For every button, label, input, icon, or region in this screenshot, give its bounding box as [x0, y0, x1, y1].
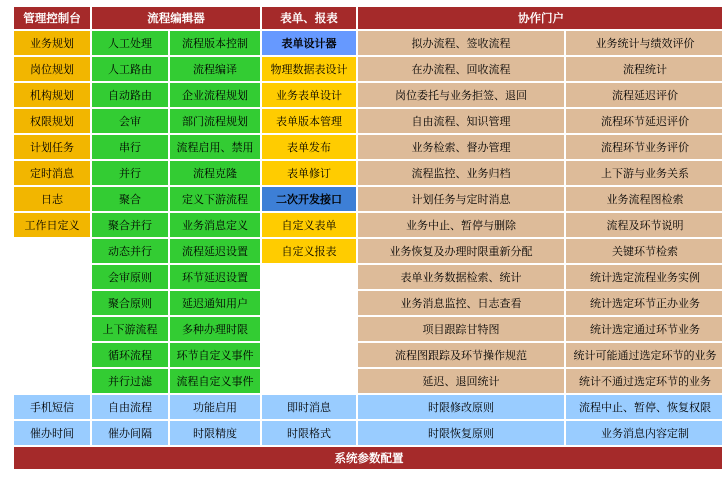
editor-item[interactable]: 循环流程: [92, 343, 168, 367]
settings-item[interactable]: 时限格式: [262, 421, 356, 445]
editor-item[interactable]: 部门流程规划: [170, 109, 260, 133]
portal-item[interactable]: 计划任务与定时消息: [358, 187, 564, 211]
portal-item[interactable]: 业务流程图检索: [566, 187, 722, 211]
editor-item[interactable]: 并行过滤: [92, 369, 168, 393]
settings-item[interactable]: 时限修改原则: [358, 395, 564, 419]
settings-item[interactable]: 功能启用: [170, 395, 260, 419]
portal-item[interactable]: 流程环节延迟评价: [566, 109, 722, 133]
empty-area: [262, 265, 356, 393]
editor-item[interactable]: 人工路由: [92, 57, 168, 81]
management-item[interactable]: 定时消息: [14, 161, 90, 185]
editor-item[interactable]: 上下游流程: [92, 317, 168, 341]
editor-item[interactable]: 延迟通知用户: [170, 291, 260, 315]
portal-item[interactable]: 流程图跟踪及环节操作规范: [358, 343, 564, 367]
portal-item[interactable]: 在办流程、回收流程: [358, 57, 564, 81]
portal-item[interactable]: 拟办流程、签收流程: [358, 31, 564, 55]
editor-item[interactable]: 业务消息定义: [170, 213, 260, 237]
portal-item[interactable]: 自由流程、知识管理: [358, 109, 564, 133]
management-item[interactable]: 工作日定义: [14, 213, 90, 237]
header-management: 管理控制台: [14, 7, 90, 29]
header-forms-reports: 表单、报表: [262, 7, 356, 29]
editor-item[interactable]: 流程编译: [170, 57, 260, 81]
settings-item[interactable]: 时限精度: [170, 421, 260, 445]
editor-item[interactable]: 并行: [92, 161, 168, 185]
settings-item[interactable]: 时限恢复原则: [358, 421, 564, 445]
management-item[interactable]: 业务规划: [14, 31, 90, 55]
portal-item[interactable]: 表单业务数据检索、统计: [358, 265, 564, 289]
portal-item[interactable]: 统计选定通过环节业务: [566, 317, 722, 341]
forms-item[interactable]: 业务表单设计: [262, 83, 356, 107]
header-collab-portal: 协作门户: [358, 7, 722, 29]
portal-item[interactable]: 流程监控、业务归档: [358, 161, 564, 185]
settings-item[interactable]: 催办间隔: [92, 421, 168, 445]
forms-item[interactable]: 自定义表单: [262, 213, 356, 237]
portal-item[interactable]: 关键环节检索: [566, 239, 722, 263]
forms-item[interactable]: 物理数据表设计: [262, 57, 356, 81]
editor-item[interactable]: 定义下游流程: [170, 187, 260, 211]
portal-item[interactable]: 统计选定环节正办业务: [566, 291, 722, 315]
settings-item[interactable]: 流程中止、暂停、恢复权限: [566, 395, 722, 419]
portal-item[interactable]: 统计可能通过选定环节的业务: [566, 343, 722, 367]
editor-item[interactable]: 多种办理时限: [170, 317, 260, 341]
dev-interface-button[interactable]: 二次开发接口: [262, 187, 356, 211]
portal-item[interactable]: 流程及环节说明: [566, 213, 722, 237]
editor-item[interactable]: 自动路由: [92, 83, 168, 107]
empty-area: [14, 239, 90, 393]
portal-item[interactable]: 业务统计与绩效评价: [566, 31, 722, 55]
editor-item[interactable]: 会审: [92, 109, 168, 133]
forms-item[interactable]: 表单修订: [262, 161, 356, 185]
editor-item[interactable]: 聚合并行: [92, 213, 168, 237]
settings-item[interactable]: 手机短信: [14, 395, 90, 419]
portal-item[interactable]: 统计不通过选定环节的业务: [566, 369, 722, 393]
management-item[interactable]: 权限规划: [14, 109, 90, 133]
editor-item[interactable]: 串行: [92, 135, 168, 159]
portal-item[interactable]: 业务消息监控、日志查看: [358, 291, 564, 315]
editor-item[interactable]: 流程延迟设置: [170, 239, 260, 263]
management-item[interactable]: 计划任务: [14, 135, 90, 159]
settings-item[interactable]: 自由流程: [92, 395, 168, 419]
portal-item[interactable]: 业务检索、督办管理: [358, 135, 564, 159]
management-item[interactable]: 日志: [14, 187, 90, 211]
editor-item[interactable]: 流程版本控制: [170, 31, 260, 55]
portal-item[interactable]: 统计选定流程业务实例: [566, 265, 722, 289]
portal-item[interactable]: 流程统计: [566, 57, 722, 81]
editor-item[interactable]: 动态并行: [92, 239, 168, 263]
editor-item[interactable]: 人工处理: [92, 31, 168, 55]
editor-item[interactable]: 流程启用、禁用: [170, 135, 260, 159]
portal-item[interactable]: 项目跟踪甘特图: [358, 317, 564, 341]
system-params-footer[interactable]: 系统参数配置: [14, 447, 722, 469]
portal-item[interactable]: 流程延迟评价: [566, 83, 722, 107]
form-designer-button[interactable]: 表单设计器: [262, 31, 356, 55]
editor-item[interactable]: 聚合原则: [92, 291, 168, 315]
portal-item[interactable]: 业务中止、暂停与删除: [358, 213, 564, 237]
forms-item[interactable]: 表单发布: [262, 135, 356, 159]
portal-item[interactable]: 流程环节业务评价: [566, 135, 722, 159]
editor-item[interactable]: 会审原则: [92, 265, 168, 289]
settings-item[interactable]: 即时消息: [262, 395, 356, 419]
management-item[interactable]: 机构规划: [14, 83, 90, 107]
editor-item[interactable]: 环节延迟设置: [170, 265, 260, 289]
editor-item[interactable]: 流程克隆: [170, 161, 260, 185]
management-item[interactable]: 岗位规划: [14, 57, 90, 81]
portal-item[interactable]: 岗位委托与业务拒签、退回: [358, 83, 564, 107]
editor-item[interactable]: 环节自定义事件: [170, 343, 260, 367]
settings-item[interactable]: 业务消息内容定制: [566, 421, 722, 445]
header-flow-editor: 流程编辑器: [92, 7, 260, 29]
portal-item[interactable]: 上下游与业务关系: [566, 161, 722, 185]
portal-item[interactable]: 业务恢复及办理时限重新分配: [358, 239, 564, 263]
editor-item[interactable]: 企业流程规划: [170, 83, 260, 107]
editor-item[interactable]: 流程自定义事件: [170, 369, 260, 393]
feature-grid: [14, 7, 717, 469]
forms-item[interactable]: 自定义报表: [262, 239, 356, 263]
portal-item[interactable]: 延迟、退回统计: [358, 369, 564, 393]
editor-item[interactable]: 聚合: [92, 187, 168, 211]
forms-item[interactable]: 表单版本管理: [262, 109, 356, 133]
settings-item[interactable]: 催办时间: [14, 421, 90, 445]
